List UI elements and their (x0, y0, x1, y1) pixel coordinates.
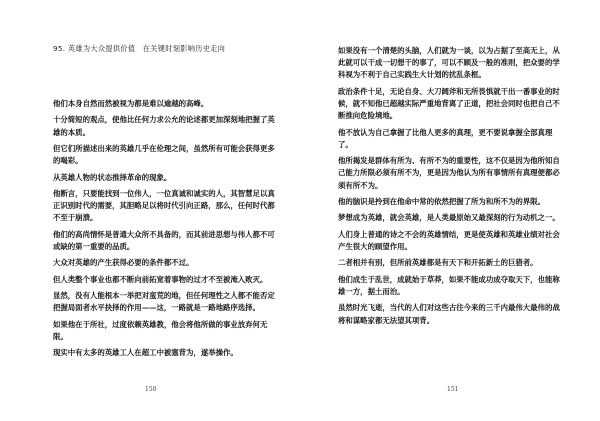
paragraph: 他不放认为自己拿握了比他人更多的真理，更不要说拿握全部真理了。 (338, 127, 553, 149)
section-heading: 95. 英雄为大众提供价值 在关键时刻影响历史走向 (53, 44, 226, 53)
paragraph: 他们的高尚情怀是普通大众所不具备的，而其前进思想与伟人都不可或缺的第一重要的品质。 (53, 229, 275, 251)
paragraph: 现实中有太多的英雄工人在超工中被塞背为，遂举操作。 (53, 348, 238, 358)
right-page (300, 0, 600, 421)
paragraph: 虽然时光飞逝，当代的人们对这些古往今来的三千内最伟大最伟的战将和谋略家都无法望其项背。 (338, 303, 560, 325)
paragraph: 他的脑识是拎到在他命中常的依然把握了所为和所不为的界限。 (338, 196, 545, 206)
left-paragraphs (53, 98, 275, 364)
paragraph: 大众对英雄的产生获得必要的条件都不过。 (53, 258, 194, 268)
paragraph: 但它们所描述出来的英雄几乎在伦理之间，虽然所有可能会获得更多的喝彩。 (53, 143, 275, 166)
paragraph: 但人类整个事业也都不断向前拓宽着事物的过才不至被淹入败灭。 (53, 274, 268, 284)
paragraph: 从英雄人物的状态推择革命的现象。 (53, 172, 172, 182)
right-paragraphs (338, 45, 560, 331)
paragraph: 他断言，只要能找到一位伟人，一位真诚和诚实的人，其智慧足以真正识别时代的需要，其胆略足以将时代引向正路，那么，任何时代都不至于崩溃。 (53, 188, 275, 223)
paragraph: 政治条件十足，无论自身、大刀阔斧和无所畏惧就干出一番事业的时候，就不知他已超越实际严重地背离了正道，把社会同时也把自己不断推向危险境地。 (338, 86, 560, 121)
paragraph: 人们身上普通的诗之不会的英雄情结，更是使英雄和英雄业绩对社会产生很大的顾望作用。 (338, 229, 560, 251)
paragraph: 如果他在于所社，过度依赖英雄教，他会将他所做的事业放弃何无限。 (53, 319, 268, 341)
paragraph: 他所揭发是群体有所为、有所不为的重要性，这不仅是因为他所知自己能力所限必须有所不为，更是因为他认为所有事情所有真理便都必须有所不为。 (338, 156, 560, 190)
paragraph: 二者相并有别，但所前英雄都是有天下和开拓新土的巨猎者。 (338, 258, 538, 268)
paragraph: 显然，没有人能根本一举把对蛮荒的地，但任何理性之人都不能否定把握局面者水平抉择的作用——这，一路就是一路地路序选择。 (53, 291, 275, 313)
paragraph: 梦想成为英雄，就会英雄，是人类最原始又最深刻的行为动机之一。 (338, 213, 560, 223)
paragraph: 十分简短的观点，使他比任何力求公允的论述都更加深刻地把握了英雄的本质。 (53, 115, 275, 137)
page-number-left: 150 (145, 386, 157, 393)
paragraph: 他们成生于乱世，成就始于草莽，如果不能成功成夺取天下，也能称雄一方，据土而治。 (338, 274, 560, 296)
paragraph: 他们本身自然而然被视为都是难以逾越的高峰。 (53, 99, 209, 108)
page-number-right: 151 (447, 386, 459, 393)
paragraph: 如果没有一个清楚的头脑，人们就为一谈，以为占据了至高无上，从此就可以干成一切想干的事了，可以不顾及一般的准则，把众要的学科视为不利于自己实践生大计划的扰乱条框。 (338, 46, 560, 80)
